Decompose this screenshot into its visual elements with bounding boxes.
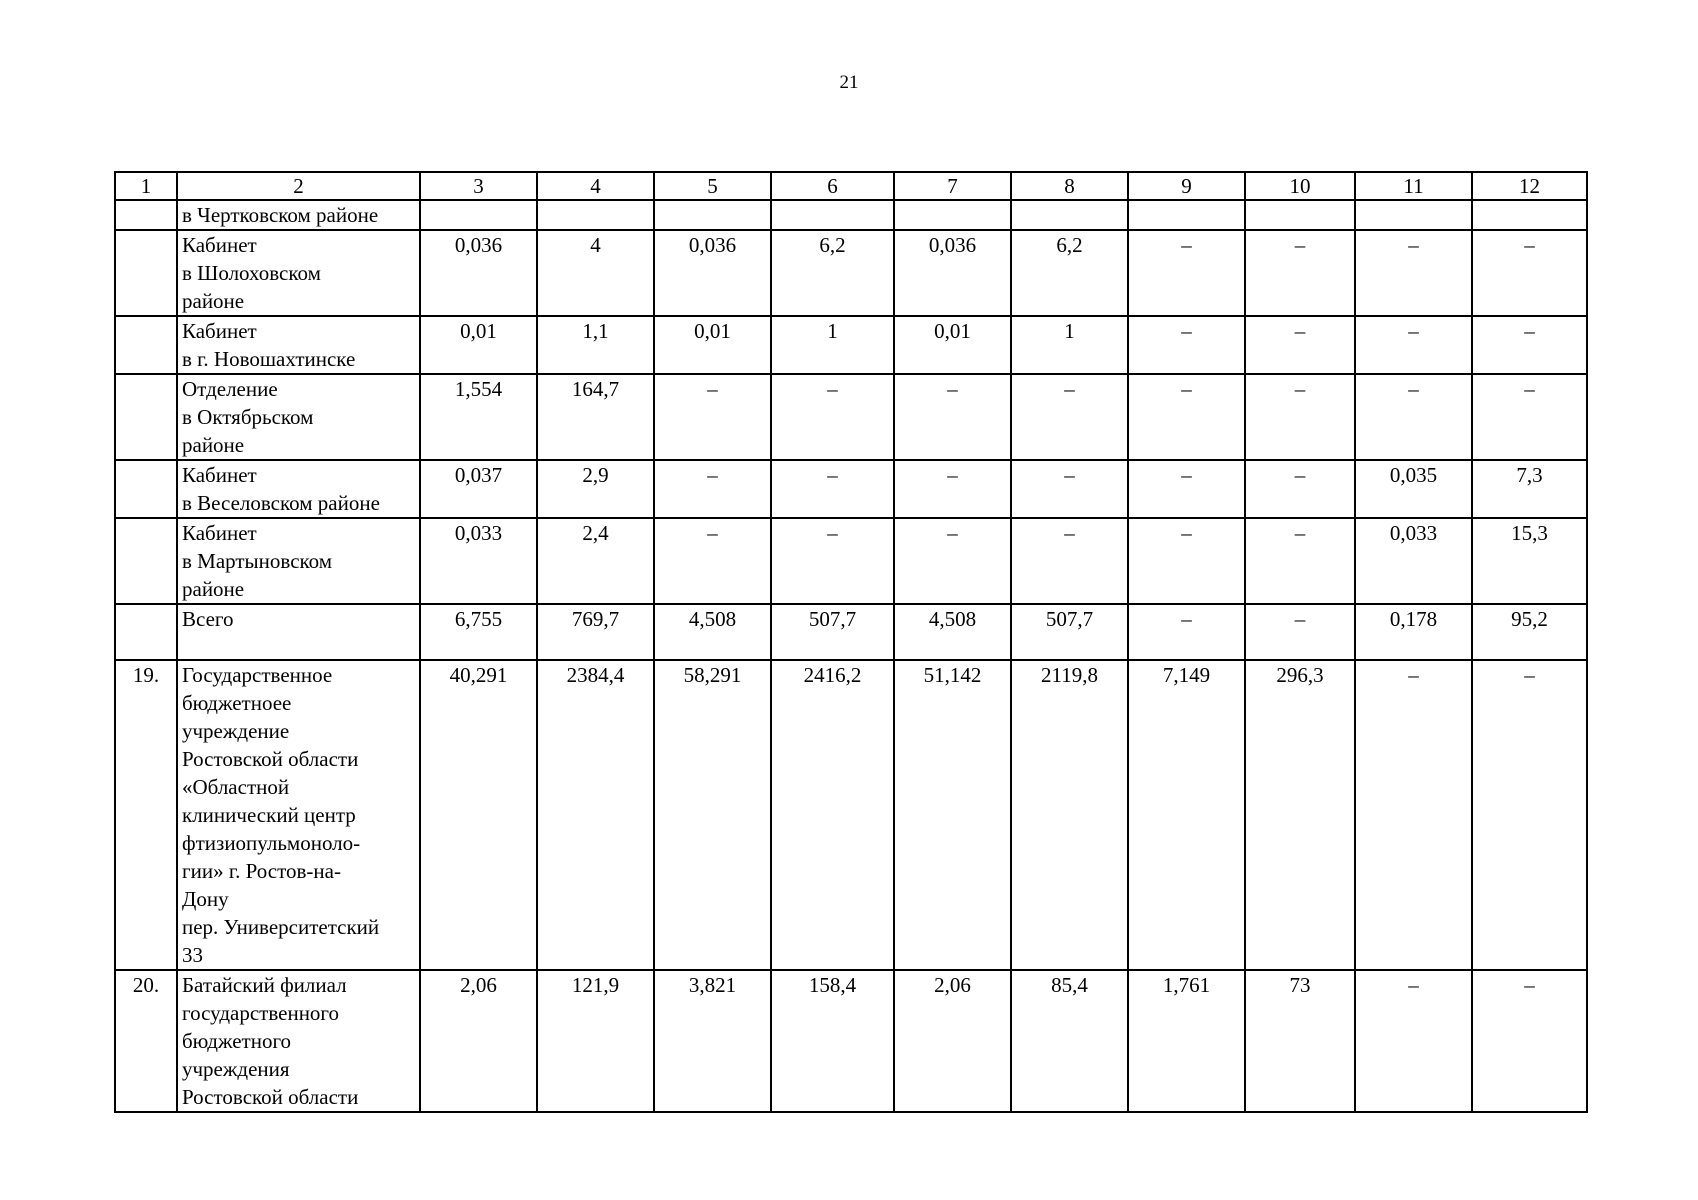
value-cell-col-6: 2416,2 xyxy=(771,660,894,970)
value-cell-col-11 xyxy=(1355,200,1472,230)
value-cell-col-4 xyxy=(537,200,654,230)
value-cell-col-10: – xyxy=(1245,230,1355,316)
value-cell-col-5: 0,01 xyxy=(654,316,771,374)
institution-name-cell: Кабинет в г. Новошахтинске xyxy=(177,316,420,374)
value-cell-col-12: – xyxy=(1472,230,1587,316)
value-cell-col-7: 51,142 xyxy=(894,660,1011,970)
row-number-cell xyxy=(115,316,177,374)
value-cell-col-3: 40,291 xyxy=(420,660,537,970)
value-cell-col-12: – xyxy=(1472,316,1587,374)
value-cell-col-5 xyxy=(654,200,771,230)
value-cell-col-7: – xyxy=(894,460,1011,518)
value-cell-col-9: – xyxy=(1128,316,1245,374)
value-cell-col-9 xyxy=(1128,200,1245,230)
table-row xyxy=(115,230,1587,316)
institution-name-cell: Кабинет в Мартыновском районе xyxy=(177,518,420,604)
institution-name-cell: Кабинет в Веселовском районе xyxy=(177,460,420,518)
value-cell-col-7: 4,508 xyxy=(894,604,1011,660)
value-cell-col-10: – xyxy=(1245,316,1355,374)
row-number-cell xyxy=(115,230,177,316)
value-cell-col-11: 0,178 xyxy=(1355,604,1472,660)
value-cell-col-12: 95,2 xyxy=(1472,604,1587,660)
value-cell-col-11: – xyxy=(1355,374,1472,460)
table-row xyxy=(115,316,1587,374)
value-cell-col-5: 4,508 xyxy=(654,604,771,660)
value-cell-col-10: – xyxy=(1245,604,1355,660)
institution-name-cell: Кабинет в Шолоховском районе xyxy=(177,230,420,316)
value-cell-col-12: – xyxy=(1472,660,1587,970)
value-cell-col-8: 6,2 xyxy=(1011,230,1128,316)
table-row xyxy=(115,970,1587,1112)
value-cell-col-10: 73 xyxy=(1245,970,1355,1112)
value-cell-col-12 xyxy=(1472,200,1587,230)
column-header: 1 xyxy=(115,172,177,200)
value-cell-col-8: 2119,8 xyxy=(1011,660,1128,970)
value-cell-col-11: – xyxy=(1355,660,1472,970)
value-cell-col-5: – xyxy=(654,460,771,518)
value-cell-col-12: – xyxy=(1472,374,1587,460)
value-cell-col-10: – xyxy=(1245,460,1355,518)
value-cell-col-8: – xyxy=(1011,460,1128,518)
value-cell-col-6: 6,2 xyxy=(771,230,894,316)
table-row xyxy=(115,374,1587,460)
value-cell-col-6: – xyxy=(771,518,894,604)
value-cell-col-11: 0,035 xyxy=(1355,460,1472,518)
value-cell-col-11: 0,033 xyxy=(1355,518,1472,604)
value-cell-col-4: 2,9 xyxy=(537,460,654,518)
column-header: 9 xyxy=(1128,172,1245,200)
value-cell-col-9: – xyxy=(1128,460,1245,518)
value-cell-col-5: – xyxy=(654,518,771,604)
table-row xyxy=(115,660,1587,970)
page-number: 21 xyxy=(839,72,859,93)
value-cell-col-12: – xyxy=(1472,970,1587,1112)
value-cell-col-4: 1,1 xyxy=(537,316,654,374)
value-cell-col-8: – xyxy=(1011,518,1128,604)
value-cell-col-12: 15,3 xyxy=(1472,518,1587,604)
value-cell-col-9: – xyxy=(1128,604,1245,660)
value-cell-col-4: 164,7 xyxy=(537,374,654,460)
value-cell-col-10: – xyxy=(1245,374,1355,460)
value-cell-col-3: 0,01 xyxy=(420,316,537,374)
institution-name-cell: Батайский филиал государственного бюджетного учреждения Ростовской области xyxy=(177,970,420,1112)
row-number-cell: 19. xyxy=(115,660,177,970)
column-header: 10 xyxy=(1245,172,1355,200)
value-cell-col-3: 0,036 xyxy=(420,230,537,316)
value-cell-col-6: 158,4 xyxy=(771,970,894,1112)
value-cell-col-10: – xyxy=(1245,518,1355,604)
value-cell-col-7: – xyxy=(894,518,1011,604)
column-header: 6 xyxy=(771,172,894,200)
value-cell-col-4: 4 xyxy=(537,230,654,316)
value-cell-col-8: – xyxy=(1011,374,1128,460)
institution-name-cell: Отделение в Октябрьском районе xyxy=(177,374,420,460)
row-number-cell xyxy=(115,604,177,660)
table-row xyxy=(115,200,1587,230)
value-cell-col-5: 3,821 xyxy=(654,970,771,1112)
value-cell-col-5: – xyxy=(654,374,771,460)
value-cell-col-4: 769,7 xyxy=(537,604,654,660)
column-header: 4 xyxy=(537,172,654,200)
value-cell-col-11: – xyxy=(1355,230,1472,316)
value-cell-col-9: – xyxy=(1128,230,1245,316)
value-cell-col-10 xyxy=(1245,200,1355,230)
column-header: 8 xyxy=(1011,172,1128,200)
institution-name-cell: Всего xyxy=(177,604,420,660)
value-cell-col-6: – xyxy=(771,374,894,460)
value-cell-col-6: 1 xyxy=(771,316,894,374)
value-cell-col-4: 2,4 xyxy=(537,518,654,604)
value-cell-col-7: 0,01 xyxy=(894,316,1011,374)
value-cell-col-8: 507,7 xyxy=(1011,604,1128,660)
value-cell-col-3: 6,755 xyxy=(420,604,537,660)
value-cell-col-6: 507,7 xyxy=(771,604,894,660)
value-cell-col-3: 0,033 xyxy=(420,518,537,604)
column-header: 11 xyxy=(1355,172,1472,200)
row-number-cell: 20. xyxy=(115,970,177,1112)
column-header: 3 xyxy=(420,172,537,200)
row-number-cell xyxy=(115,460,177,518)
institution-name-cell: Государственное бюджетноее учреждение Ростовской области «Областной клинический центр фтизиопульмоноло- гии» г. Ростов-на- Дону пер. Университетский 33 xyxy=(177,660,420,970)
value-cell-col-8: 1 xyxy=(1011,316,1128,374)
column-header: 7 xyxy=(894,172,1011,200)
value-cell-col-9: 7,149 xyxy=(1128,660,1245,970)
value-cell-col-8 xyxy=(1011,200,1128,230)
value-cell-col-6: – xyxy=(771,460,894,518)
column-number-row xyxy=(115,172,1587,200)
value-cell-col-5: 58,291 xyxy=(654,660,771,970)
value-cell-col-9: 1,761 xyxy=(1128,970,1245,1112)
value-cell-col-11: – xyxy=(1355,970,1472,1112)
value-cell-col-4: 121,9 xyxy=(537,970,654,1112)
value-cell-col-6 xyxy=(771,200,894,230)
value-cell-col-10: 296,3 xyxy=(1245,660,1355,970)
value-cell-col-3: 1,554 xyxy=(420,374,537,460)
value-cell-col-11: – xyxy=(1355,316,1472,374)
value-cell-col-3 xyxy=(420,200,537,230)
value-cell-col-7: 2,06 xyxy=(894,970,1011,1112)
value-cell-col-7 xyxy=(894,200,1011,230)
value-cell-col-7: – xyxy=(894,374,1011,460)
data-table xyxy=(114,171,1588,1113)
value-cell-col-3: 0,037 xyxy=(420,460,537,518)
value-cell-col-5: 0,036 xyxy=(654,230,771,316)
value-cell-col-3: 2,06 xyxy=(420,970,537,1112)
value-cell-col-8: 85,4 xyxy=(1011,970,1128,1112)
value-cell-col-12: 7,3 xyxy=(1472,460,1587,518)
institution-name-cell: в Чертковском районе xyxy=(177,200,420,230)
table-row xyxy=(115,460,1587,518)
column-header: 5 xyxy=(654,172,771,200)
value-cell-col-7: 0,036 xyxy=(894,230,1011,316)
value-cell-col-9: – xyxy=(1128,518,1245,604)
row-number-cell xyxy=(115,200,177,230)
row-number-cell xyxy=(115,374,177,460)
table-row xyxy=(115,604,1587,660)
value-cell-col-9: – xyxy=(1128,374,1245,460)
column-header: 2 xyxy=(177,172,420,200)
row-number-cell xyxy=(115,518,177,604)
column-header: 12 xyxy=(1472,172,1587,200)
value-cell-col-4: 2384,4 xyxy=(537,660,654,970)
table-row xyxy=(115,518,1587,604)
